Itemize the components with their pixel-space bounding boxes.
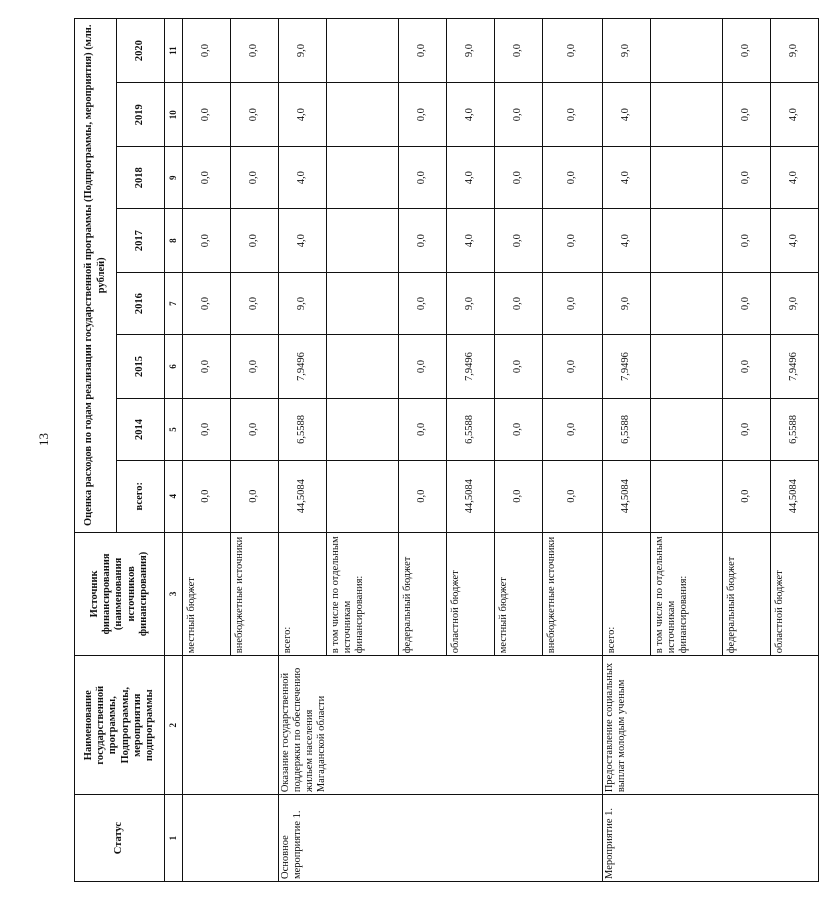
header-total: всего: bbox=[117, 460, 165, 532]
row-value: 0,0 bbox=[399, 399, 447, 461]
row-value: 0,0 bbox=[399, 147, 447, 209]
row-value: 0,0 bbox=[723, 460, 771, 532]
row-value: 0,0 bbox=[231, 273, 279, 335]
row-value: 4,0 bbox=[279, 147, 327, 209]
row-value bbox=[651, 147, 723, 209]
row-value bbox=[651, 335, 723, 399]
rotated-table-wrapper bbox=[74, 18, 800, 882]
row-value: 0,0 bbox=[399, 209, 447, 273]
header-year-2019: 2019 bbox=[117, 83, 165, 147]
row-value bbox=[651, 273, 723, 335]
row-value: 0,0 bbox=[723, 147, 771, 209]
row-source: федеральный бюджет bbox=[399, 532, 447, 656]
row-value: 0,0 bbox=[231, 83, 279, 147]
row-value: 4,0 bbox=[603, 147, 651, 209]
row-value: 0,0 bbox=[399, 19, 447, 83]
row-value: 7,9496 bbox=[279, 335, 327, 399]
row-value: 6,5588 bbox=[771, 399, 819, 461]
row-value: 44,5084 bbox=[279, 460, 327, 532]
column-number-10: 10 bbox=[165, 83, 183, 147]
row-value: 0,0 bbox=[183, 147, 231, 209]
row-value: 0,0 bbox=[231, 19, 279, 83]
header-year-2018: 2018 bbox=[117, 147, 165, 209]
row-value: 0,0 bbox=[231, 209, 279, 273]
row-value: 0,0 bbox=[543, 335, 603, 399]
row-value: 4,0 bbox=[279, 209, 327, 273]
row-value bbox=[327, 83, 399, 147]
row-value: 0,0 bbox=[183, 335, 231, 399]
row-value bbox=[651, 19, 723, 83]
header-year-2020: 2020 bbox=[117, 19, 165, 83]
row-name: Предоставление социальных выплат молодым ученым bbox=[603, 656, 819, 795]
page-number: 13 bbox=[36, 433, 51, 446]
row-value: 4,0 bbox=[771, 209, 819, 273]
row-value: 9,0 bbox=[279, 19, 327, 83]
row-value: 0,0 bbox=[495, 399, 543, 461]
row-value: 7,9496 bbox=[771, 335, 819, 399]
row-source: областной бюджет bbox=[771, 532, 819, 656]
row-value: 44,5084 bbox=[603, 460, 651, 532]
row-value: 9,0 bbox=[279, 273, 327, 335]
row-value: 0,0 bbox=[723, 273, 771, 335]
header-year-2016: 2016 bbox=[117, 273, 165, 335]
row-value: 0,0 bbox=[543, 399, 603, 461]
row-value bbox=[651, 460, 723, 532]
row-value: 44,5084 bbox=[447, 460, 495, 532]
row-value bbox=[651, 399, 723, 461]
row-value: 0,0 bbox=[723, 19, 771, 83]
row-value: 0,0 bbox=[723, 209, 771, 273]
row-value: 0,0 bbox=[543, 273, 603, 335]
budget-table bbox=[74, 18, 819, 882]
row-value: 0,0 bbox=[495, 147, 543, 209]
row-value: 0,0 bbox=[231, 460, 279, 532]
row-value: 0,0 bbox=[723, 83, 771, 147]
row-source: всего: bbox=[279, 532, 327, 656]
row-value: 44,5084 bbox=[771, 460, 819, 532]
row-value: 4,0 bbox=[771, 83, 819, 147]
row-value: 4,0 bbox=[447, 147, 495, 209]
row-source: областной бюджет bbox=[447, 532, 495, 656]
column-number-11: 11 bbox=[165, 19, 183, 83]
row-value: 7,9496 bbox=[603, 335, 651, 399]
row-name: Оказание государственной поддержки по обеспечению жильем населения Магаданской области bbox=[279, 656, 603, 795]
row-value: 6,5588 bbox=[603, 399, 651, 461]
row-value: 0,0 bbox=[183, 399, 231, 461]
header-estimate: Оценка расходов по годам реализации государственной программы (Подпрограммы, мероприятия) (млн. рублей) bbox=[75, 19, 117, 533]
row-value: 9,0 bbox=[447, 273, 495, 335]
column-number-8: 8 bbox=[165, 209, 183, 273]
row-value: 0,0 bbox=[399, 335, 447, 399]
row-value bbox=[327, 19, 399, 83]
row-value bbox=[327, 335, 399, 399]
row-status: Основное мероприятие 1. bbox=[279, 795, 603, 882]
column-number-1: 1 bbox=[165, 795, 183, 882]
row-value: 6,5588 bbox=[279, 399, 327, 461]
row-value: 0,0 bbox=[183, 460, 231, 532]
row-value bbox=[327, 399, 399, 461]
row-value: 0,0 bbox=[495, 19, 543, 83]
row-value: 6,5588 bbox=[447, 399, 495, 461]
row-value: 0,0 bbox=[183, 83, 231, 147]
row-name bbox=[183, 656, 279, 795]
row-value: 4,0 bbox=[603, 209, 651, 273]
row-value: 0,0 bbox=[543, 460, 603, 532]
row-source: местный бюджет bbox=[183, 532, 231, 656]
row-value: 0,0 bbox=[723, 335, 771, 399]
row-value: 4,0 bbox=[771, 147, 819, 209]
row-source: в том числе по отдельным источникам финансирования: bbox=[327, 532, 399, 656]
row-value: 0,0 bbox=[231, 399, 279, 461]
row-value bbox=[651, 209, 723, 273]
row-value: 9,0 bbox=[603, 273, 651, 335]
row-source: федеральный бюджет bbox=[723, 532, 771, 656]
row-value bbox=[651, 83, 723, 147]
column-number-9: 9 bbox=[165, 147, 183, 209]
row-value bbox=[327, 147, 399, 209]
column-number-4: 4 bbox=[165, 460, 183, 532]
row-value: 9,0 bbox=[447, 19, 495, 83]
row-source: внебюджетные источники bbox=[543, 532, 603, 656]
row-value: 0,0 bbox=[183, 273, 231, 335]
table-row bbox=[183, 19, 231, 882]
row-value: 0,0 bbox=[495, 335, 543, 399]
row-value bbox=[327, 460, 399, 532]
column-number-7: 7 bbox=[165, 273, 183, 335]
row-value: 7,9496 bbox=[447, 335, 495, 399]
row-status: Мероприятие 1. bbox=[603, 795, 819, 882]
header-year-2017: 2017 bbox=[117, 209, 165, 273]
row-value: 0,0 bbox=[543, 83, 603, 147]
row-value bbox=[327, 273, 399, 335]
table-body bbox=[183, 19, 819, 882]
row-value: 4,0 bbox=[447, 209, 495, 273]
table-row bbox=[279, 19, 327, 882]
header-status: Статус bbox=[75, 795, 165, 882]
row-value: 0,0 bbox=[543, 19, 603, 83]
row-value: 0,0 bbox=[399, 83, 447, 147]
column-number-5: 5 bbox=[165, 399, 183, 461]
row-value: 0,0 bbox=[495, 273, 543, 335]
row-value: 0,0 bbox=[231, 335, 279, 399]
row-status bbox=[183, 795, 279, 882]
row-value: 0,0 bbox=[543, 147, 603, 209]
header-year-2015: 2015 bbox=[117, 335, 165, 399]
row-value: 4,0 bbox=[279, 83, 327, 147]
column-number-2: 2 bbox=[165, 656, 183, 795]
header-year-2014: 2014 bbox=[117, 399, 165, 461]
row-value: 0,0 bbox=[495, 83, 543, 147]
row-source: местный бюджет bbox=[495, 532, 543, 656]
row-source: в том числе по отдельным источникам финансирования: bbox=[651, 532, 723, 656]
row-value: 0,0 bbox=[183, 209, 231, 273]
row-source: внебюджетные источники bbox=[231, 532, 279, 656]
row-source: всего: bbox=[603, 532, 651, 656]
table-row bbox=[603, 19, 651, 882]
header-name: Наименование государственной программы, Подпрограммы, мероприятия подпрограммы bbox=[75, 656, 165, 795]
row-value: 0,0 bbox=[399, 460, 447, 532]
row-value: 0,0 bbox=[231, 147, 279, 209]
column-number-3: 3 bbox=[165, 532, 183, 656]
header-source: Источник финансирования (наименования источников финансирования) bbox=[75, 532, 165, 656]
row-value: 0,0 bbox=[183, 19, 231, 83]
row-value: 0,0 bbox=[723, 399, 771, 461]
row-value: 4,0 bbox=[447, 83, 495, 147]
row-value: 9,0 bbox=[771, 273, 819, 335]
row-value: 0,0 bbox=[543, 209, 603, 273]
row-value: 0,0 bbox=[495, 209, 543, 273]
row-value: 0,0 bbox=[399, 273, 447, 335]
row-value: 9,0 bbox=[603, 19, 651, 83]
row-value: 9,0 bbox=[771, 19, 819, 83]
row-value: 4,0 bbox=[603, 83, 651, 147]
row-value: 0,0 bbox=[495, 460, 543, 532]
row-value bbox=[327, 209, 399, 273]
column-number-6: 6 bbox=[165, 335, 183, 399]
